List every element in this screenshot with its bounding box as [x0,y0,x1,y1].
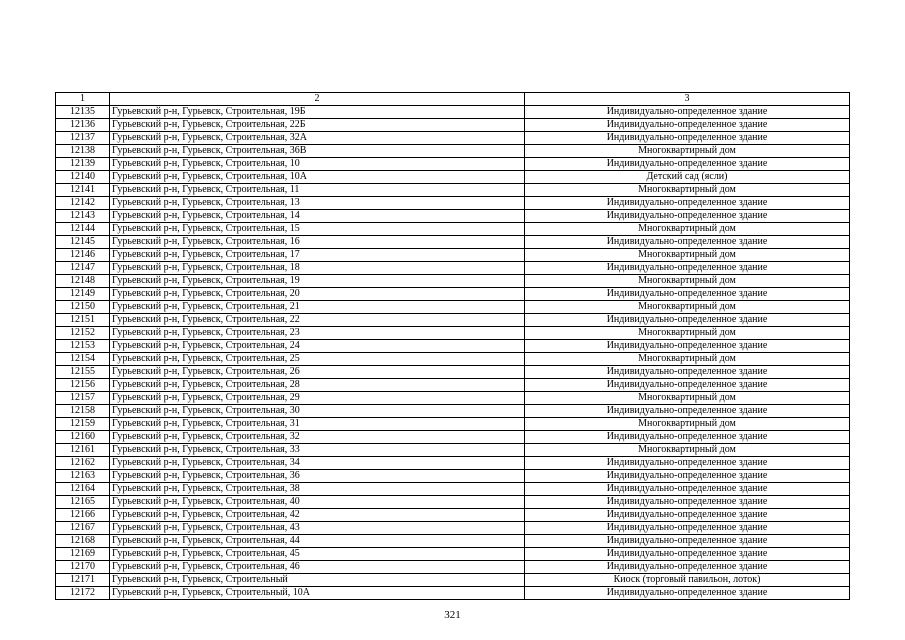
cell-object-type: Индивидуально-определенное здание [525,158,850,171]
cell-address: Гурьевский р-н, Гурьевск, Строительная, 17 [110,249,525,262]
cell-object-type: Индивидуально-определенное здание [525,483,850,496]
table-row [56,353,850,366]
cell-object-type: Индивидуально-определенное здание [525,561,850,574]
cell-address: Гурьевский р-н, Гурьевск, Строительная, 16 [110,236,525,249]
cell-number: 12144 [56,223,110,236]
cell-object-type: Индивидуально-определенное здание [525,457,850,470]
table-row [56,106,850,119]
cell-number: 12150 [56,301,110,314]
cell-object-type: Индивидуально-определенное здание [525,314,850,327]
cell-object-type: Многоквартирный дом [525,418,850,431]
cell-address: Гурьевский р-н, Гурьевск, Строительная, 11 [110,184,525,197]
cell-number: 12149 [56,288,110,301]
cell-address: Гурьевский р-н, Гурьевск, Строительная, 18 [110,262,525,275]
cell-address: Гурьевский р-н, Гурьевск, Строительная, 21 [110,301,525,314]
table-row [56,496,850,509]
table-row [56,587,850,600]
cell-address: Гурьевский р-н, Гурьевск, Строительная, 32А [110,132,525,145]
cell-number: 12148 [56,275,110,288]
cell-object-type: Индивидуально-определенное здание [525,197,850,210]
cell-number: 12146 [56,249,110,262]
cell-number: 12170 [56,561,110,574]
cell-number: 12161 [56,444,110,457]
cell-number: 12157 [56,392,110,405]
cell-object-type: Индивидуально-определенное здание [525,535,850,548]
cell-number: 12142 [56,197,110,210]
cell-number: 12154 [56,353,110,366]
cell-number: 12163 [56,470,110,483]
table-row [56,249,850,262]
column-header-object-type: 3 [525,93,850,106]
table-row [56,301,850,314]
table-row [56,288,850,301]
cell-address: Гурьевский р-н, Гурьевск, Строительная, 46 [110,561,525,574]
table-row [56,509,850,522]
cell-object-type: Киоск (торговый павильон, лоток) [525,574,850,587]
cell-object-type: Индивидуально-определенное здание [525,119,850,132]
table-row [56,145,850,158]
cell-address: Гурьевский р-н, Гурьевск, Строительная, 38 [110,483,525,496]
cell-number: 12169 [56,548,110,561]
cell-address: Гурьевский р-н, Гурьевск, Строительная, 10А [110,171,525,184]
cell-address: Гурьевский р-н, Гурьевск, Строительная, 19 [110,275,525,288]
table-row [56,522,850,535]
cell-number: 12152 [56,327,110,340]
cell-object-type: Многоквартирный дом [525,275,850,288]
table-row [56,236,850,249]
cell-object-type: Индивидуально-определенное здание [525,132,850,145]
cell-number: 12155 [56,366,110,379]
cell-number: 12140 [56,171,110,184]
table-row [56,340,850,353]
cell-address: Гурьевский р-н, Гурьевск, Строительная, 34 [110,457,525,470]
cell-object-type: Индивидуально-определенное здание [525,288,850,301]
table-row [56,171,850,184]
table-row [56,561,850,574]
cell-address: Гурьевский р-н, Гурьевск, Строительная, 24 [110,340,525,353]
cell-number: 12171 [56,574,110,587]
cell-number: 12162 [56,457,110,470]
cell-object-type: Индивидуально-определенное здание [525,106,850,119]
table-row [56,197,850,210]
table-row [56,223,850,236]
cell-number: 12136 [56,119,110,132]
cell-number: 12147 [56,262,110,275]
cell-object-type: Индивидуально-определенное здание [525,379,850,392]
cell-object-type: Многоквартирный дом [525,327,850,340]
cell-number: 12153 [56,340,110,353]
cell-object-type: Индивидуально-определенное здание [525,366,850,379]
cell-address: Гурьевский р-н, Гурьевск, Строительная, 19Б [110,106,525,119]
cell-address: Гурьевский р-н, Гурьевск, Строительный [110,574,525,587]
cell-number: 12143 [56,210,110,223]
cell-object-type: Индивидуально-определенное здание [525,548,850,561]
cell-number: 12159 [56,418,110,431]
cell-address: Гурьевский р-н, Гурьевск, Строительная, 23 [110,327,525,340]
table-row [56,470,850,483]
table-row [56,392,850,405]
cell-address: Гурьевский р-н, Гурьевск, Строительная, 13 [110,197,525,210]
cell-number: 12141 [56,184,110,197]
cell-number: 12167 [56,522,110,535]
cell-object-type: Индивидуально-определенное здание [525,340,850,353]
cell-object-type: Многоквартирный дом [525,223,850,236]
cell-object-type: Индивидуально-определенное здание [525,236,850,249]
table-row [56,158,850,171]
table-row [56,574,850,587]
table-row [56,327,850,340]
table-row [56,535,850,548]
cell-number: 12172 [56,587,110,600]
table-header-row [56,93,850,106]
cell-address: Гурьевский р-н, Гурьевск, Строительная, 31 [110,418,525,431]
cell-address: Гурьевский р-н, Гурьевск, Строительная, 28 [110,379,525,392]
cell-object-type: Детский сад (ясли) [525,171,850,184]
cell-address: Гурьевский р-н, Гурьевск, Строительная, 29 [110,392,525,405]
cell-address: Гурьевский р-н, Гурьевск, Строительная, 22 [110,314,525,327]
page-number: 321 [444,609,461,621]
column-header-number: 1 [56,93,110,106]
cell-number: 12137 [56,132,110,145]
cell-object-type: Многоквартирный дом [525,184,850,197]
cell-object-type: Индивидуально-определенное здание [525,496,850,509]
cell-address: Гурьевский р-н, Гурьевск, Строительный, 10А [110,587,525,600]
cell-address: Гурьевский р-н, Гурьевск, Строительная, 22Б [110,119,525,132]
cell-object-type: Многоквартирный дом [525,392,850,405]
cell-address: Гурьевский р-н, Гурьевск, Строительная, 10 [110,158,525,171]
table-row [56,418,850,431]
cell-object-type: Индивидуально-определенное здание [525,587,850,600]
cell-address: Гурьевский р-н, Гурьевск, Строительная, 44 [110,535,525,548]
cell-number: 12135 [56,106,110,119]
cell-object-type: Индивидуально-определенное здание [525,509,850,522]
cell-object-type: Индивидуально-определенное здание [525,210,850,223]
cell-address: Гурьевский р-н, Гурьевск, Строительная, 25 [110,353,525,366]
table-row [56,405,850,418]
cell-object-type: Многоквартирный дом [525,444,850,457]
table-row [56,210,850,223]
cell-address: Гурьевский р-н, Гурьевск, Строительная, 45 [110,548,525,561]
cell-address: Гурьевский р-н, Гурьевск, Строительная, 32 [110,431,525,444]
table-row [56,379,850,392]
cell-address: Гурьевский р-н, Гурьевск, Строительная, 36 [110,470,525,483]
cell-number: 12145 [56,236,110,249]
table-row [56,262,850,275]
cell-address: Гурьевский р-н, Гурьевск, Строительная, 42 [110,509,525,522]
cell-address: Гурьевский р-н, Гурьевск, Строительная, 36В [110,145,525,158]
cell-object-type: Индивидуально-определенное здание [525,262,850,275]
cell-number: 12168 [56,535,110,548]
cell-number: 12160 [56,431,110,444]
table-row [56,366,850,379]
cell-address: Гурьевский р-н, Гурьевск, Строительная, 40 [110,496,525,509]
cell-number: 12138 [56,145,110,158]
cell-number: 12151 [56,314,110,327]
cell-object-type: Индивидуально-определенное здание [525,405,850,418]
table-row [56,431,850,444]
cell-address: Гурьевский р-н, Гурьевск, Строительная, 30 [110,405,525,418]
column-header-address: 2 [110,93,525,106]
table-row [56,483,850,496]
table-row [56,444,850,457]
cell-object-type: Многоквартирный дом [525,145,850,158]
cell-address: Гурьевский р-н, Гурьевск, Строительная, 26 [110,366,525,379]
table-row [56,457,850,470]
cell-number: 12166 [56,509,110,522]
table-row [56,119,850,132]
cell-number: 12164 [56,483,110,496]
cell-number: 12165 [56,496,110,509]
cell-object-type: Индивидуально-определенное здание [525,431,850,444]
cell-address: Гурьевский р-н, Гурьевск, Строительная, 14 [110,210,525,223]
cell-address: Гурьевский р-н, Гурьевск, Строительная, 20 [110,288,525,301]
cell-address: Гурьевский р-н, Гурьевск, Строительная, 33 [110,444,525,457]
table-row [56,184,850,197]
cell-object-type: Многоквартирный дом [525,353,850,366]
cell-object-type: Многоквартирный дом [525,301,850,314]
cell-number: 12158 [56,405,110,418]
cell-number: 12156 [56,379,110,392]
table-row [56,548,850,561]
table-row [56,275,850,288]
cell-address: Гурьевский р-н, Гурьевск, Строительная, 43 [110,522,525,535]
cell-number: 12139 [56,158,110,171]
registry-table [55,92,850,600]
cell-object-type: Индивидуально-определенное здание [525,522,850,535]
registry-table-body [56,93,850,600]
table-row [56,132,850,145]
cell-object-type: Многоквартирный дом [525,249,850,262]
cell-address: Гурьевский р-н, Гурьевск, Строительная, 15 [110,223,525,236]
cell-object-type: Индивидуально-определенное здание [525,470,850,483]
table-row [56,314,850,327]
